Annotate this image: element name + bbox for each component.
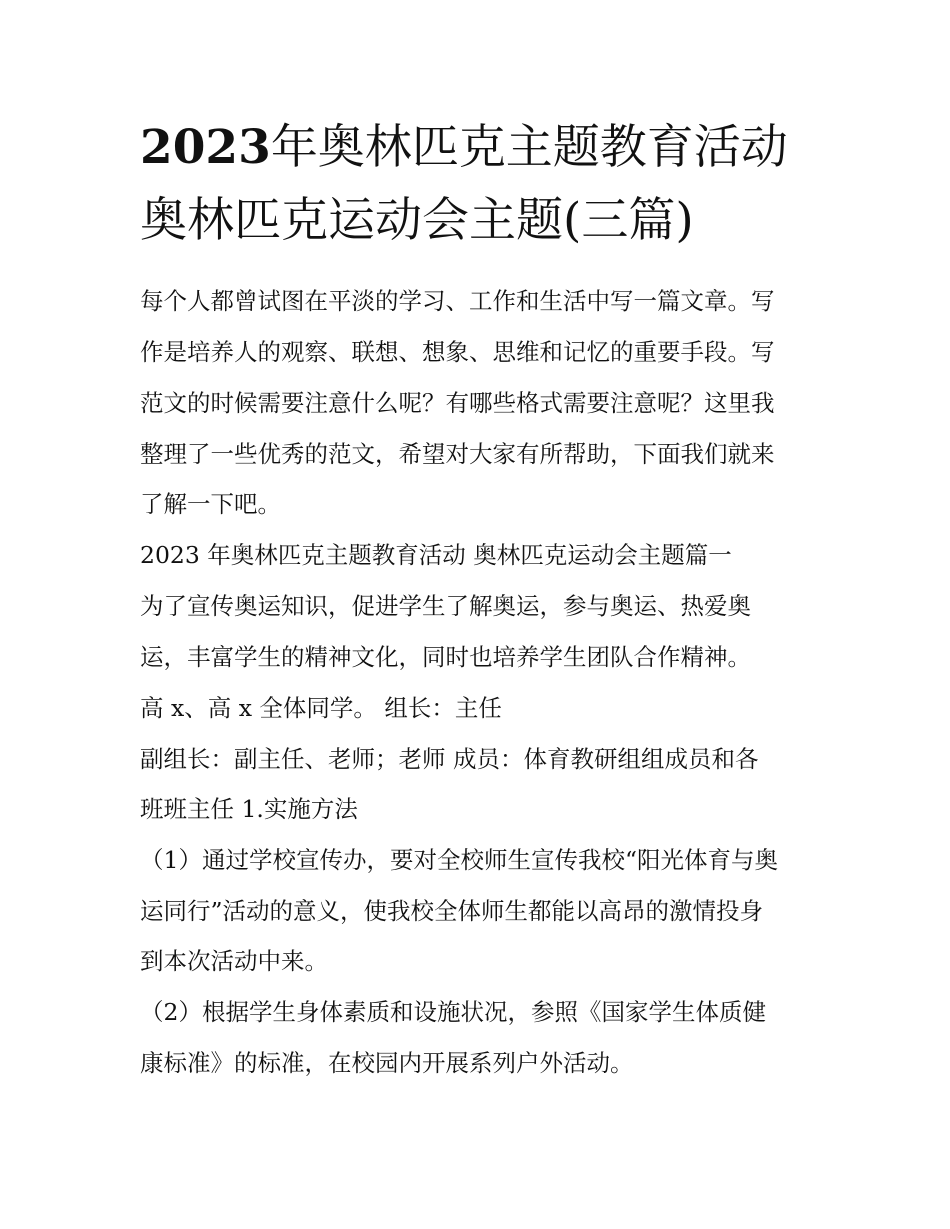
intro-line: 每个人都曾试图在平淡的学习、工作和生活中写一篇文章。写 [140, 287, 775, 315]
title-text: 年奥林匹克主题教育活动 [270, 120, 788, 175]
body-line: 高 x、高 x 全体同学。 组长：主任 [140, 694, 502, 722]
body-line: 班班主任 1.实施方法 [140, 795, 358, 823]
body-line: 到本次活动中来。 [140, 947, 328, 975]
title-year: 2023 [140, 120, 271, 175]
document-title-line-1 [140, 112, 830, 184]
body-line: 运，丰富学生的精神文化，同时也培养学生团队合作精神。 [140, 643, 751, 671]
intro-line: 整理了一些优秀的范文，希望对大家有所帮助，下面我们就来 [140, 440, 775, 468]
intro-line: 作是培养人的观察、联想、想象、思维和记忆的重要手段。写 [140, 338, 775, 366]
intro-line: 范文的时候需要注意什么呢？有哪些格式需要注意呢？这里我 [140, 389, 775, 417]
section-heading: 2023 年奥林匹克主题教育活动 奥林匹克运动会主题篇一 [140, 541, 732, 569]
body-line: 为了宣传奥运知识，促进学生了解奥运，参与奥运、热爱奥 [140, 592, 751, 620]
body-line: 运同行”活动的意义，使我校全体师生都能以高昂的激情投身 [140, 897, 764, 925]
body-line: 康标准》的标准，在校园内开展系列户外活动。 [140, 1049, 634, 1077]
body-line: （2）根据学生身体素质和设施状况，参照《国家学生体质健 [140, 998, 766, 1026]
body-line: （1）通过学校宣传办，要对全校师生宣传我校“阳光体育与奥 [140, 846, 778, 874]
intro-line: 了解一下吧。 [140, 490, 281, 518]
body-line: 副组长：副主任、老师；老师 成员：体育教研组组成员和各 [140, 745, 759, 773]
document-title-line-2: 奥林匹克运动会主题(三篇) [140, 193, 694, 248]
